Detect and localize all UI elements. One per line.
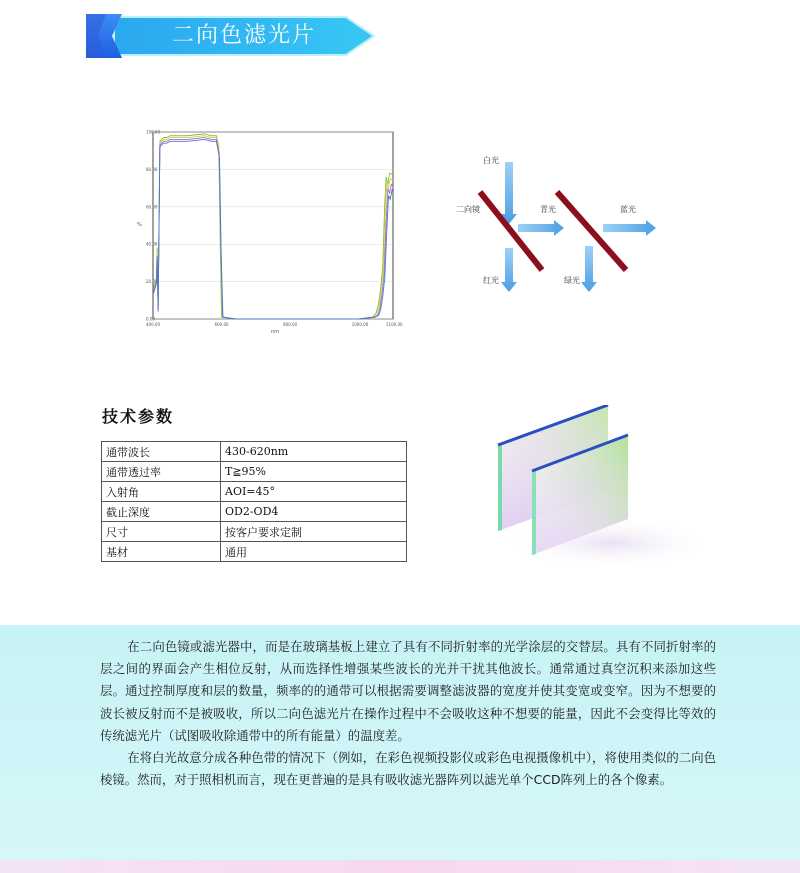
spec-value: T≧95% xyxy=(221,462,407,482)
filter-illustration xyxy=(480,405,700,575)
x-axis-label: nm xyxy=(271,329,280,335)
red-light-arrow xyxy=(501,248,517,292)
y-tick-label: 40.00 xyxy=(146,241,158,247)
specs-table xyxy=(101,441,407,562)
x-tick-label: 1100.00 xyxy=(386,322,403,327)
y-tick-label: 20.00 xyxy=(146,279,158,285)
spec-key: 入射角 xyxy=(102,482,221,502)
x-tick-label: 400.00 xyxy=(146,322,160,327)
y-tick-label: 100.00 xyxy=(146,129,160,135)
white-light-label: 白光 xyxy=(483,156,499,165)
spec-row xyxy=(102,442,407,462)
spec-key: 通带波长 xyxy=(102,442,221,462)
page-title: 二向色滤光片 xyxy=(171,23,316,48)
plot-frame xyxy=(153,132,393,319)
spec-value: 通用 xyxy=(221,542,407,562)
description-paragraph-2: 在将白光故意分成各种色带的情况下（例如，在彩色视频投影仪或彩色电视摄像机中），将使用类似的二向色棱镜。然而，对于照相机而言，现在更普遍的是具有吸收滤光器阵列以滤光单个CCD阵列上的各个像素。 xyxy=(100,750,716,788)
spec-key: 通带透过率 xyxy=(102,462,221,482)
cyan-light-arrow xyxy=(518,220,564,236)
green-light-label: 绿光 xyxy=(564,276,580,285)
white-light-arrow xyxy=(501,162,517,224)
y-tick-label: 80.00 xyxy=(146,166,158,172)
blue-light-arrow xyxy=(603,220,656,236)
x-tick-label: 800.00 xyxy=(283,322,298,327)
spec-value: 430-620nm xyxy=(221,442,407,462)
spec-row xyxy=(102,522,407,542)
mirror-label: 二向镜 xyxy=(456,205,480,214)
spec-value: 按客户要求定制 xyxy=(221,522,407,542)
spec-row xyxy=(102,462,407,482)
cyan-light-label: 青光 xyxy=(540,205,556,214)
transmission-chart xyxy=(133,122,403,337)
description-text xyxy=(100,636,716,791)
spec-value: OD2-OD4 xyxy=(221,502,407,522)
x-tick-label: 600.00 xyxy=(214,322,229,327)
spec-key: 基材 xyxy=(102,542,221,562)
y-tick-label: 60.00 xyxy=(146,204,158,210)
spec-key: 尺寸 xyxy=(102,522,221,542)
y-axis-label: % xyxy=(137,222,142,228)
spec-row xyxy=(102,502,407,522)
specs-heading: 技术参数 xyxy=(102,407,175,426)
x-tick-label: 1000.00 xyxy=(351,322,369,327)
description-section xyxy=(0,625,800,860)
dichroic-diagram xyxy=(450,150,660,295)
bottom-decoration xyxy=(0,860,800,873)
blue-light-label: 蓝光 xyxy=(620,205,636,214)
spec-row xyxy=(102,482,407,502)
spec-value: AOI=45° xyxy=(221,482,407,502)
spec-row xyxy=(102,542,407,562)
y-tick-label: 0.00 xyxy=(146,316,155,322)
spec-key: 截止深度 xyxy=(102,502,221,522)
red-light-label: 红光 xyxy=(483,276,499,285)
title-banner xyxy=(84,14,376,58)
green-light-arrow xyxy=(581,246,597,292)
description-paragraph-1: 在二向色镜或滤光器中，而是在玻璃基板上建立了具有不同折射率的光学涂层的交替层。具有不同折射率的层之间的界面会产生相位反射，从而选择性增强某些波长的光并干扰其他波长。通常通过真空沉积来添加这些层。通过控制厚度和层的数量，频率的的通带可以根据需要调整滤波器的宽度并使其变宽或变窄。因为不想要的波长被反射而不是被吸收，所以二向色滤光片在操作过程中不会吸收这种不想要的能量，因此不会变得比等效的传统滤光片（试图吸收除通带中的所有能量）的温度差。 xyxy=(100,639,716,743)
